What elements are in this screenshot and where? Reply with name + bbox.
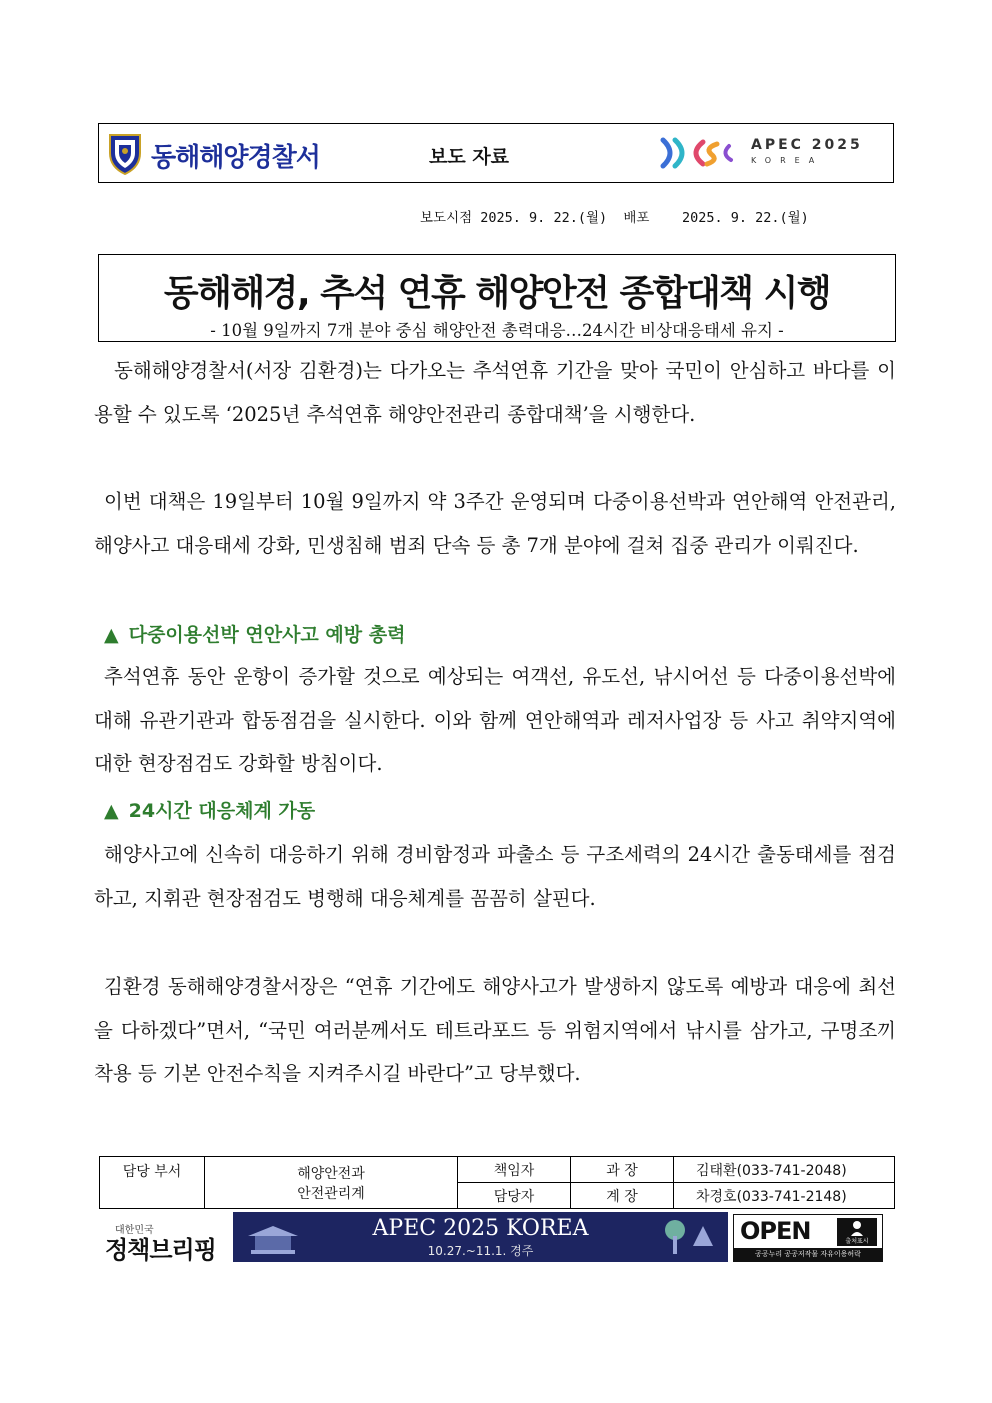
table-row — [100, 1157, 895, 1183]
body-paragraph-5: 김환경 동해해양경찰서장은 “연휴 기간에도 해양사고가 발생하지 않도록 예방과 대응에 최선을 다하겠다”면서, “국민 여러분께서도 테트라포드 등 위험지역에서 낚시를 삼가고, 구명조끼 착용 등 기본 안전수칙을 지켜주시길 바란다”고 당부했다. — [94, 975, 896, 1085]
dept-line-1: 해양안전과 — [297, 1165, 365, 1182]
policy-briefing-logo: 정책브리핑 — [105, 1236, 216, 1264]
headline: 동해해경, 추석 연휴 해양안전 종합대책 시행 — [163, 273, 831, 314]
apec-banner — [233, 1212, 728, 1262]
apec-logo-title: APEC 2025 — [751, 137, 863, 153]
policy-briefing-caption: 대한민국 — [115, 1225, 154, 1236]
body-paragraph-4: 해양사고에 신속히 대응하기 위해 경비함정과 파출소 등 구조세력의 24시간 출동태세를 점검하고, 지휘관 현장점검도 병행해 대응체계를 꼼꼼히 살핀다. — [94, 843, 896, 910]
position-cell: 과 장 — [571, 1157, 674, 1183]
triangle-bullet-icon: ▲ — [104, 624, 119, 646]
attribution-icon — [837, 1218, 877, 1246]
apec-banner-date: 10.27.~11.1. 경주 — [427, 1244, 534, 1258]
role-cell: 담당자 — [458, 1183, 571, 1209]
role-cell: 책임자 — [458, 1157, 571, 1183]
kogl-license-strip: 공공누리 공공저작물 자유이용허락 — [734, 1248, 882, 1261]
dept-line-2: 안전관리계 — [297, 1185, 365, 1202]
section-heading-2 — [104, 796, 315, 823]
dept-name-cell — [205, 1157, 458, 1209]
coast-guard-emblem-icon — [107, 131, 143, 175]
section-heading-1-text: 다중이용선박 연안사고 예방 총력 — [128, 624, 406, 646]
agency-name: 동해해양경찰서 — [151, 143, 320, 173]
person-cell: 김태환(033-741-2048) — [674, 1157, 895, 1183]
open-logo-word: OPEN — [740, 1217, 811, 1245]
position-cell: 계 장 — [571, 1183, 674, 1209]
subheadline: - 10월 9일까지 7개 분야 중심 해양안전 총력대응…24시간 비상대응태세 유지 - — [210, 321, 784, 340]
title-box — [98, 254, 896, 342]
header-box — [98, 123, 894, 183]
body-paragraph-1: 동해해양경찰서(서장 김환경)는 다가오는 추석연휴 기간을 맞아 국민이 안심하고 바다를 이용할 수 있도록 ‘2025년 추석연휴 해양안전관리 종합대책’을 시행한다. — [94, 359, 896, 426]
body-paragraph-3: 추석연휴 동안 운항이 증가할 것으로 예상되는 여객선, 유도선, 낚시어선 등 다중이용선박에 대해 유관기관과 합동점검을 실시한다. 이와 함께 연안해역과 레저사업장 등 사고 취약지역에 대한 현장점검도 강화할 방침이다. — [94, 665, 896, 775]
person-icon — [850, 1220, 864, 1236]
body-paragraph-2: 이번 대책은 19일부터 10월 9일까지 약 3주간 운영되며 다중이용선박과 연안해역 안전관리, 해양사고 대응태세 강화, 민생침해 범죄 단속 등 총 7개 분야에 걸쳐 집중 관리가 이뤄진다. — [94, 490, 896, 557]
apec-banner-title: APEC 2025 KOREA — [372, 1216, 589, 1241]
section-heading-2-text: 24시간 대응체계 가동 — [128, 800, 316, 822]
contact-table — [99, 1156, 895, 1209]
kogl-open-badge — [733, 1214, 883, 1262]
apec-logo-subtitle: KOREA — [751, 156, 824, 165]
dept-label-cell: 담당 부서 — [100, 1157, 205, 1209]
triangle-bullet-icon: ▲ — [104, 800, 119, 822]
section-heading-1 — [104, 620, 405, 647]
document-type: 보도 자료 — [429, 146, 510, 168]
attribution-icon-label: 출처표시 — [845, 1238, 869, 1245]
person-cell: 차경호(033-741-2148) — [674, 1183, 895, 1209]
release-date-line: 보도시점 2025. 9. 22.(월) 배포 2025. 9. 22.(월) — [420, 210, 809, 226]
